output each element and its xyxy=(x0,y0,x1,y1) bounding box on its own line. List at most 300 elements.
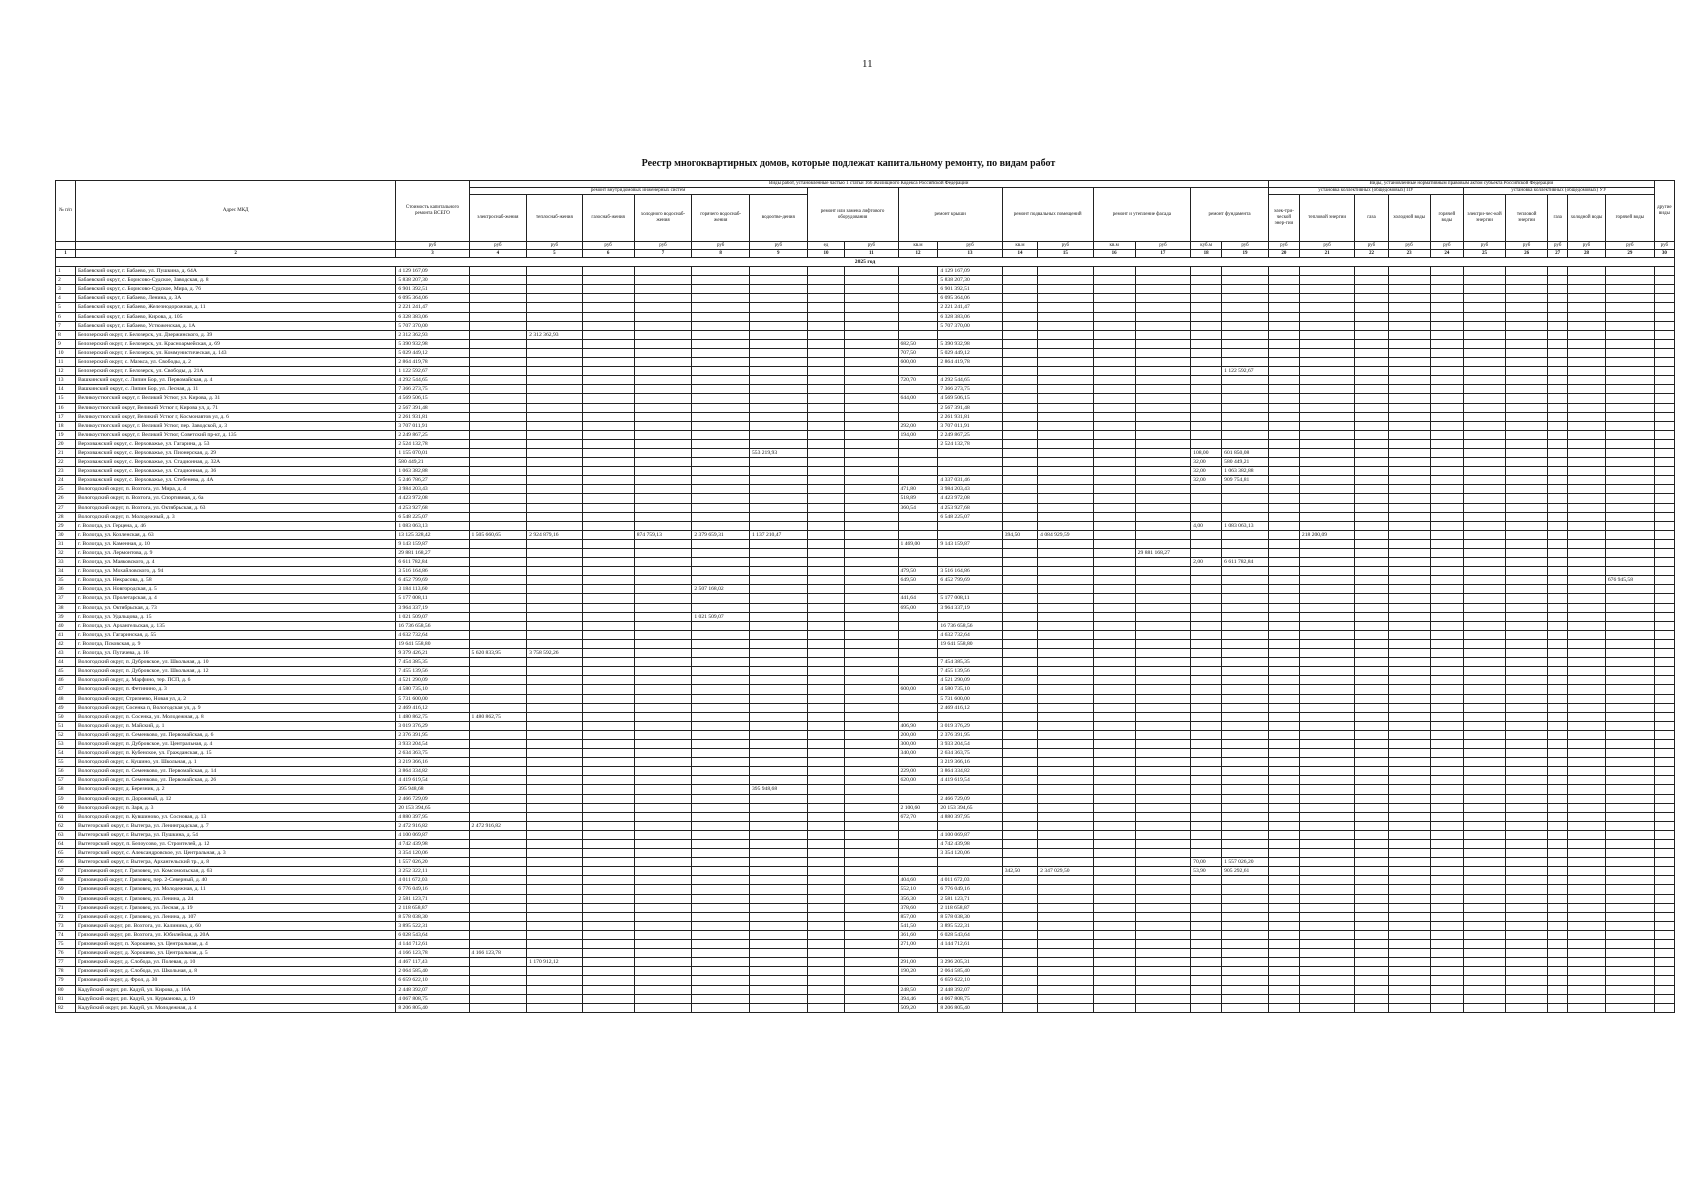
work-value-cell xyxy=(807,276,845,285)
work-value-cell xyxy=(807,1003,845,1012)
work-value-cell xyxy=(1568,794,1606,803)
work-value-cell xyxy=(582,594,634,603)
work-value-cell xyxy=(582,967,634,976)
work-value-cell xyxy=(1388,967,1430,976)
work-value-cell xyxy=(582,448,634,457)
work-value-cell xyxy=(1430,330,1463,339)
work-value-cell xyxy=(1568,703,1606,712)
work-value-cell xyxy=(1388,412,1430,421)
work-value-cell xyxy=(845,694,898,703)
work-value-cell xyxy=(692,567,750,576)
work-value-cell xyxy=(634,830,692,839)
work-value-cell xyxy=(807,894,845,903)
work-value-cell xyxy=(1463,621,1505,630)
work-value-cell xyxy=(1388,458,1430,467)
work-value-cell xyxy=(582,721,634,730)
work-value-cell xyxy=(527,667,582,676)
work-value-cell xyxy=(1430,485,1463,494)
work-value-cell xyxy=(634,348,692,357)
work-value-cell xyxy=(1654,485,1674,494)
row-number: 39 xyxy=(56,612,76,621)
total-cost-cell: 1 063 382,88 xyxy=(396,467,469,476)
work-value-cell xyxy=(582,521,634,530)
work-value-cell xyxy=(469,312,527,321)
work-value-cell xyxy=(898,621,938,630)
work-value-cell xyxy=(1299,721,1354,730)
work-value-cell xyxy=(1506,1003,1548,1012)
work-value-cell xyxy=(692,794,750,803)
work-value-cell xyxy=(527,421,582,430)
work-value-cell: 20 153 394,65 xyxy=(938,803,1002,812)
total-cost-cell: 2 448 392,07 xyxy=(396,985,469,994)
work-value-cell: 190,20 xyxy=(898,967,938,976)
work-value-cell xyxy=(469,658,527,667)
work-value-cell xyxy=(1002,303,1037,312)
work-value-cell xyxy=(634,840,692,849)
work-value-cell: 9 143 159,87 xyxy=(938,539,1002,548)
work-value-cell xyxy=(1135,885,1190,894)
work-value-cell xyxy=(1355,776,1388,785)
work-value-cell xyxy=(749,348,807,357)
work-value-cell xyxy=(1430,512,1463,521)
work-value-cell xyxy=(1568,749,1606,758)
row-number: 3 xyxy=(56,285,76,294)
work-value-cell xyxy=(807,458,845,467)
work-value-cell xyxy=(1506,421,1548,430)
work-value-cell xyxy=(1388,558,1430,567)
work-value-cell xyxy=(634,812,692,821)
work-value-cell xyxy=(898,267,938,276)
header-drain: водоотве-дения xyxy=(749,195,807,242)
work-value-cell xyxy=(938,649,1002,658)
work-value-cell xyxy=(469,721,527,730)
work-value-cell xyxy=(898,649,938,658)
address-cell: Великоустюгский округ, г. Великий Устюг, Советский пр-кт, д. 135 xyxy=(75,430,395,439)
work-value-cell xyxy=(1654,621,1674,630)
work-value-cell xyxy=(1002,712,1037,721)
work-value-cell xyxy=(1506,321,1548,330)
work-value-cell xyxy=(1191,530,1222,539)
work-value-cell xyxy=(1605,549,1654,558)
work-value-cell xyxy=(1093,530,1135,539)
work-value-cell xyxy=(1568,448,1606,457)
work-value-cell xyxy=(469,885,527,894)
total-cost-cell: 2 261 931,81 xyxy=(396,412,469,421)
work-value-cell xyxy=(898,321,938,330)
address-cell: Грязовецкий округ, д. Хорошево, ул. Центральная, д. 5 xyxy=(75,949,395,958)
address-cell: г. Вологда, ул. Лермонтова, д. 9 xyxy=(75,549,395,558)
work-value-cell xyxy=(1268,840,1299,849)
work-value-cell xyxy=(1506,758,1548,767)
work-value-cell xyxy=(1002,339,1037,348)
work-value-cell xyxy=(1506,685,1548,694)
unit-cell: руб xyxy=(1430,242,1463,250)
work-value-cell xyxy=(845,785,898,794)
work-value-cell xyxy=(1430,821,1463,830)
work-value-cell xyxy=(1548,521,1568,530)
work-value-cell xyxy=(1268,730,1299,739)
work-value-cell xyxy=(692,967,750,976)
work-value-cell xyxy=(1268,703,1299,712)
work-value-cell xyxy=(807,976,845,985)
work-value-cell xyxy=(1093,576,1135,585)
work-value-cell xyxy=(1038,994,1093,1003)
row-number: 62 xyxy=(56,821,76,830)
row-number: 31 xyxy=(56,539,76,548)
work-value-cell xyxy=(1191,649,1222,658)
work-value-cell xyxy=(469,994,527,1003)
work-value-cell xyxy=(898,585,938,594)
work-value-cell xyxy=(1093,549,1135,558)
work-value-cell xyxy=(692,994,750,1003)
address-cell: Вашкинский округ, с. Липин Бор, ул. Лесная, д. 11 xyxy=(75,385,395,394)
work-value-cell xyxy=(807,949,845,958)
work-value-cell xyxy=(1268,603,1299,612)
work-value-cell xyxy=(1355,867,1388,876)
column-number-cell: 19 xyxy=(1222,250,1269,258)
work-value-cell xyxy=(1038,549,1093,558)
work-value-cell xyxy=(1222,776,1269,785)
work-value-cell xyxy=(634,485,692,494)
work-value-cell xyxy=(1430,430,1463,439)
work-value-cell xyxy=(1135,412,1190,421)
work-value-cell xyxy=(1430,285,1463,294)
work-value-cell xyxy=(527,758,582,767)
work-value-cell xyxy=(1002,521,1037,530)
work-value-cell xyxy=(582,894,634,903)
work-value-cell xyxy=(1093,949,1135,958)
work-value-cell xyxy=(582,830,634,839)
work-value-cell: 4 337 031,46 xyxy=(938,476,1002,485)
units-row xyxy=(56,242,1675,250)
work-value-cell xyxy=(1135,567,1190,576)
address-cell: Вологодский округ, д. Березник, д. 2 xyxy=(75,785,395,794)
work-value-cell xyxy=(1002,285,1037,294)
work-value-cell xyxy=(1568,567,1606,576)
work-value-cell xyxy=(1002,576,1037,585)
address-cell: Грязовецкий округ, г. Грязовец, ул. Комсомольская, д. 63 xyxy=(75,867,395,876)
work-value-cell xyxy=(1463,985,1505,994)
work-value-cell xyxy=(1506,558,1548,567)
work-value-cell xyxy=(527,721,582,730)
work-value-cell xyxy=(1093,1003,1135,1012)
work-value-cell xyxy=(1388,294,1430,303)
work-value-cell xyxy=(749,694,807,703)
table-row xyxy=(56,339,1675,348)
work-value-cell: 2 100,60 xyxy=(898,803,938,812)
work-value-cell xyxy=(469,549,527,558)
address-cell: г. Вологда, ул. Герцена, д. 46 xyxy=(75,521,395,530)
work-value-cell xyxy=(634,467,692,476)
work-value-cell xyxy=(845,621,898,630)
address-cell: Грязовецкий округ, г. Грязовец, ул. Ленина, д. 107 xyxy=(75,912,395,921)
work-value-cell xyxy=(634,385,692,394)
work-value-cell xyxy=(1568,730,1606,739)
table-row xyxy=(56,412,1675,421)
work-value-cell xyxy=(1388,439,1430,448)
work-value-cell xyxy=(1191,549,1222,558)
work-value-cell xyxy=(898,549,938,558)
work-value-cell xyxy=(1299,812,1354,821)
work-value-cell xyxy=(1463,958,1505,967)
work-value-cell xyxy=(634,412,692,421)
work-value-cell xyxy=(1299,303,1354,312)
work-value-cell xyxy=(1093,885,1135,894)
work-value-cell: 6 776 049,16 xyxy=(938,885,1002,894)
work-value-cell xyxy=(582,758,634,767)
work-value-cell xyxy=(692,403,750,412)
work-value-cell xyxy=(1299,321,1354,330)
work-value-cell xyxy=(1605,821,1654,830)
work-value-cell xyxy=(938,448,1002,457)
work-value-cell xyxy=(634,949,692,958)
work-value-cell xyxy=(1463,685,1505,694)
work-value-cell xyxy=(898,558,938,567)
work-value-cell xyxy=(749,776,807,785)
total-cost-cell: 395 948,68 xyxy=(396,785,469,794)
column-number-cell: 21 xyxy=(1299,250,1354,258)
work-value-cell xyxy=(898,412,938,421)
address-cell: г. Вологда, ул. Гагаринская, д. 55 xyxy=(75,630,395,639)
work-value-cell: 2 507 168,02 xyxy=(692,585,750,594)
work-value-cell xyxy=(1463,448,1505,457)
work-value-cell xyxy=(1268,930,1299,939)
work-value-cell xyxy=(1605,303,1654,312)
work-value-cell xyxy=(749,967,807,976)
work-value-cell xyxy=(1038,730,1093,739)
work-value-cell xyxy=(1191,1003,1222,1012)
work-value-cell xyxy=(1605,812,1654,821)
work-value-cell xyxy=(582,867,634,876)
work-value-cell xyxy=(1038,439,1093,448)
work-value-cell xyxy=(1430,976,1463,985)
total-cost-cell: 9 379 426,21 xyxy=(396,649,469,658)
work-value-cell xyxy=(1299,930,1354,939)
work-value-cell xyxy=(1038,348,1093,357)
work-value-cell xyxy=(634,649,692,658)
work-value-cell xyxy=(1463,267,1505,276)
address-cell: Вологодский округ, п. Вохтога, ул. Мира, д. 4 xyxy=(75,485,395,494)
work-value-cell xyxy=(582,285,634,294)
work-value-cell xyxy=(1222,339,1269,348)
header-u-electric: электри-чес-кой энергии xyxy=(1463,195,1505,242)
work-value-cell xyxy=(1268,394,1299,403)
work-value-cell xyxy=(1002,367,1037,376)
work-value-cell xyxy=(1038,940,1093,949)
work-value-cell: 552,10 xyxy=(898,885,938,894)
work-value-cell xyxy=(845,649,898,658)
work-value-cell xyxy=(1463,403,1505,412)
work-value-cell xyxy=(634,503,692,512)
work-value-cell xyxy=(1430,294,1463,303)
work-value-cell xyxy=(1355,730,1388,739)
work-value-cell xyxy=(1654,694,1674,703)
work-value-cell xyxy=(1191,849,1222,858)
work-value-cell xyxy=(1548,630,1568,639)
table-row xyxy=(56,721,1675,730)
work-value-cell xyxy=(1222,767,1269,776)
work-value-cell xyxy=(1548,339,1568,348)
work-value-cell xyxy=(1222,285,1269,294)
work-value-cell xyxy=(807,785,845,794)
address-cell: Вологодский округ, Сосенка п, Вологодская ул, д. 9 xyxy=(75,703,395,712)
work-value-cell xyxy=(749,339,807,348)
work-value-cell xyxy=(1463,903,1505,912)
work-value-cell xyxy=(1654,321,1674,330)
table-row xyxy=(56,621,1675,630)
work-value-cell xyxy=(845,485,898,494)
total-cost-cell: 2 064 585,40 xyxy=(396,967,469,976)
table-row xyxy=(56,885,1675,894)
header-m-hot: горячей воды xyxy=(1430,195,1463,242)
work-value-cell xyxy=(845,330,898,339)
work-value-cell xyxy=(1268,639,1299,648)
work-value-cell xyxy=(1568,858,1606,867)
work-value-cell xyxy=(692,830,750,839)
work-value-cell xyxy=(845,512,898,521)
work-value-cell xyxy=(1568,549,1606,558)
work-value-cell xyxy=(1135,294,1190,303)
work-value-cell xyxy=(1568,821,1606,830)
work-value-cell xyxy=(749,876,807,885)
work-value-cell xyxy=(1548,303,1568,312)
work-value-cell xyxy=(898,276,938,285)
work-value-cell xyxy=(938,367,1002,376)
work-value-cell xyxy=(527,830,582,839)
work-value-cell xyxy=(1548,394,1568,403)
address-cell: г. Вологда, ул. Удальцова, д. 15 xyxy=(75,612,395,621)
unit-cell: руб xyxy=(749,242,807,250)
total-cost-cell: 20 153 394,65 xyxy=(396,803,469,812)
work-value-cell xyxy=(1605,739,1654,748)
work-value-cell xyxy=(692,639,750,648)
work-value-cell xyxy=(1093,667,1135,676)
work-value-cell xyxy=(845,658,898,667)
work-value-cell: 6 611 782,84 xyxy=(1222,558,1269,567)
table-row xyxy=(56,985,1675,994)
work-value-cell xyxy=(1135,603,1190,612)
address-cell: Верховажский округ, с. Верховажье, ул. Стадионная, д. 36 xyxy=(75,467,395,476)
work-value-cell xyxy=(749,767,807,776)
row-number: 48 xyxy=(56,694,76,703)
work-value-cell xyxy=(749,630,807,639)
work-value-cell xyxy=(1222,821,1269,830)
work-value-cell xyxy=(1299,849,1354,858)
work-value-cell xyxy=(1388,976,1430,985)
work-value-cell xyxy=(749,330,807,339)
work-value-cell xyxy=(1299,267,1354,276)
work-value-cell: 4 742 439,98 xyxy=(938,840,1002,849)
work-value-cell xyxy=(692,348,750,357)
work-value-cell xyxy=(1463,785,1505,794)
work-value-cell xyxy=(1388,358,1430,367)
row-number: 63 xyxy=(56,830,76,839)
column-number-cell: 3 xyxy=(396,250,469,258)
work-value-cell xyxy=(1548,967,1568,976)
table-row xyxy=(56,894,1675,903)
work-value-cell xyxy=(1605,921,1654,930)
work-value-cell: 479,50 xyxy=(898,567,938,576)
work-value-cell xyxy=(1605,376,1654,385)
work-value-cell xyxy=(1654,403,1674,412)
work-value-cell xyxy=(749,421,807,430)
work-value-cell xyxy=(1506,430,1548,439)
work-value-cell xyxy=(1222,749,1269,758)
work-value-cell xyxy=(1038,285,1093,294)
work-value-cell xyxy=(749,685,807,694)
work-value-cell xyxy=(1388,903,1430,912)
work-value-cell xyxy=(1191,776,1222,785)
work-value-cell xyxy=(634,958,692,967)
work-value-cell xyxy=(1038,721,1093,730)
work-value-cell xyxy=(807,658,845,667)
work-value-cell xyxy=(1654,912,1674,921)
work-value-cell xyxy=(469,594,527,603)
work-value-cell xyxy=(1548,594,1568,603)
table-row xyxy=(56,867,1675,876)
work-value-cell xyxy=(749,512,807,521)
work-value-cell xyxy=(1038,885,1093,894)
work-value-cell xyxy=(1093,858,1135,867)
work-value-cell xyxy=(807,285,845,294)
work-value-cell xyxy=(845,703,898,712)
total-cost-cell: 4 144 712,61 xyxy=(396,940,469,949)
work-value-cell xyxy=(692,549,750,558)
work-value-cell xyxy=(749,921,807,930)
work-value-cell xyxy=(1605,758,1654,767)
work-value-cell xyxy=(749,458,807,467)
work-value-cell xyxy=(1506,512,1548,521)
work-value-cell xyxy=(1038,930,1093,939)
work-value-cell xyxy=(1568,358,1606,367)
work-value-cell xyxy=(1093,767,1135,776)
work-value-cell xyxy=(898,703,938,712)
work-value-cell xyxy=(469,521,527,530)
work-value-cell xyxy=(1463,739,1505,748)
column-number-cell: 10 xyxy=(807,250,845,258)
work-value-cell xyxy=(1548,485,1568,494)
address-cell: Бабаевский округ, г. Бабаево, Кирова, д. 105 xyxy=(75,312,395,321)
work-value-cell xyxy=(582,976,634,985)
work-value-cell xyxy=(749,658,807,667)
work-value-cell xyxy=(692,940,750,949)
row-number: 40 xyxy=(56,621,76,630)
work-value-cell xyxy=(1605,903,1654,912)
unit-cell: руб xyxy=(396,242,469,250)
work-value-cell xyxy=(845,721,898,730)
table-row xyxy=(56,385,1675,394)
work-value-cell xyxy=(527,521,582,530)
address-cell: Вытегорский округ, г. Вытегра, ул. Ленинградская, д. 7 xyxy=(75,821,395,830)
work-value-cell xyxy=(1191,612,1222,621)
work-value-cell xyxy=(582,358,634,367)
work-value-cell xyxy=(1463,585,1505,594)
page-number: 11 xyxy=(862,58,873,70)
work-value-cell xyxy=(1568,458,1606,467)
work-value-cell xyxy=(1299,285,1354,294)
work-value-cell xyxy=(1568,485,1606,494)
work-value-cell xyxy=(1568,803,1606,812)
work-value-cell xyxy=(634,539,692,548)
work-value-cell xyxy=(469,476,527,485)
work-value-cell xyxy=(634,367,692,376)
work-value-cell xyxy=(1388,712,1430,721)
work-value-cell xyxy=(1463,749,1505,758)
work-value-cell xyxy=(1222,840,1269,849)
work-value-cell xyxy=(1191,285,1222,294)
work-value-cell xyxy=(1430,358,1463,367)
work-value-cell xyxy=(1506,567,1548,576)
